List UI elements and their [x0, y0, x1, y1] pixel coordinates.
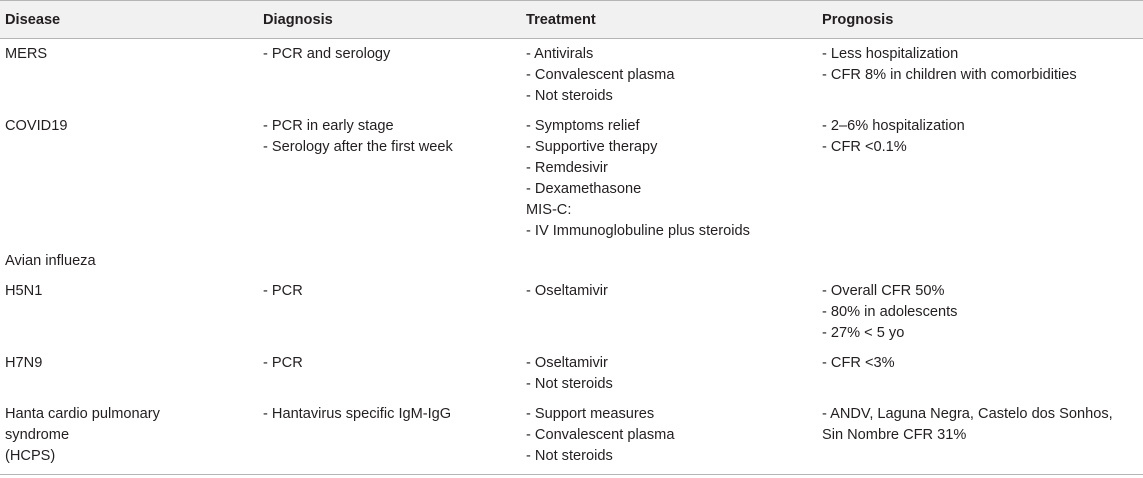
cell-line: - Dexamethasone [526, 181, 642, 197]
cell-treatment [521, 39, 813, 112]
header-disease: Disease [0, 1, 258, 39]
cell-prognosis [813, 399, 1143, 475]
header-diagnosis: Diagnosis [258, 1, 521, 39]
cell-line: - Support measures [526, 406, 655, 422]
table-body [0, 39, 1143, 475]
cell-line: - Oseltamivir [526, 355, 608, 371]
cell-prognosis [813, 246, 1143, 276]
header-prognosis: Prognosis [813, 1, 1143, 39]
cell-treatment [521, 399, 813, 475]
cell-prognosis [813, 348, 1143, 399]
cell-line: - Symptoms relief [526, 118, 640, 134]
cell-disease [0, 111, 258, 246]
cell-disease [0, 276, 258, 348]
cell-line: H5N1 [5, 283, 43, 299]
cell-line: - Less hospitalization [822, 46, 959, 62]
cell-treatment [521, 276, 813, 348]
cell-line: - CFR 8% in children with comorbidities [822, 67, 1077, 83]
cell-treatment [521, 111, 813, 246]
header-treatment: Treatment [521, 1, 813, 39]
cell-line: - Serology after the first week [263, 139, 453, 155]
cell-line: - Antivirals [526, 46, 594, 62]
table-row [0, 399, 1143, 475]
cell-line: MERS [5, 46, 48, 62]
cell-line: - 2–6% hospitalization [822, 118, 965, 134]
table-row [0, 111, 1143, 246]
cell-diagnosis [258, 276, 521, 348]
cell-line: - Not steroids [526, 376, 613, 392]
cell-treatment [521, 348, 813, 399]
cell-line: Sin Nombre CFR 31% [822, 427, 967, 443]
cell-line: - 27% < 5 yo [822, 325, 905, 341]
cell-line: - PCR in early stage [263, 118, 394, 134]
cell-line: - PCR and serology [263, 46, 391, 62]
cell-line: MIS-C: [526, 202, 572, 218]
cell-line: (HCPS) [5, 448, 56, 464]
table-row [0, 39, 1143, 112]
cell-line: Hanta cardio pulmonary [5, 406, 160, 422]
cell-line: COVID19 [5, 118, 68, 134]
table-header [0, 1, 1143, 39]
cell-line: Avian influeza [5, 253, 96, 269]
cell-disease [0, 246, 258, 276]
cell-prognosis [813, 276, 1143, 348]
cell-line: - ANDV, Laguna Negra, Castelo dos Sonhos, [822, 406, 1113, 422]
cell-line: - Not steroids [526, 88, 613, 104]
cell-line: - Convalescent plasma [526, 427, 675, 443]
cell-disease [0, 399, 258, 475]
cell-line: - CFR <3% [822, 355, 895, 371]
cell-treatment [521, 246, 813, 276]
cell-diagnosis [258, 39, 521, 112]
cell-line: - Supportive therapy [526, 139, 658, 155]
cell-disease [0, 348, 258, 399]
cell-diagnosis [258, 348, 521, 399]
cell-line: - Oseltamivir [526, 283, 608, 299]
cell-line: - CFR <0.1% [822, 139, 907, 155]
cell-diagnosis [258, 399, 521, 475]
cell-line: - IV Immunoglobuline plus steroids [526, 223, 750, 239]
cell-diagnosis [258, 246, 521, 276]
cell-line: - Not steroids [526, 448, 613, 464]
cell-disease [0, 39, 258, 112]
cell-line: - Overall CFR 50% [822, 283, 945, 299]
cell-line: H7N9 [5, 355, 43, 371]
cell-line: - 80% in adolescents [822, 304, 958, 320]
cell-line: - Remdesivir [526, 160, 608, 176]
table-row [0, 348, 1143, 399]
cell-line: - Convalescent plasma [526, 67, 675, 83]
header-row [0, 1, 1143, 39]
cell-diagnosis [258, 111, 521, 246]
cell-line: syndrome [5, 427, 70, 443]
cell-line: - PCR [263, 283, 303, 299]
table-row [0, 246, 1143, 276]
cell-line: - PCR [263, 355, 303, 371]
cell-prognosis [813, 39, 1143, 112]
cell-line: - Hantavirus specific IgM-IgG [263, 406, 452, 422]
cell-prognosis [813, 111, 1143, 246]
table-row [0, 276, 1143, 348]
